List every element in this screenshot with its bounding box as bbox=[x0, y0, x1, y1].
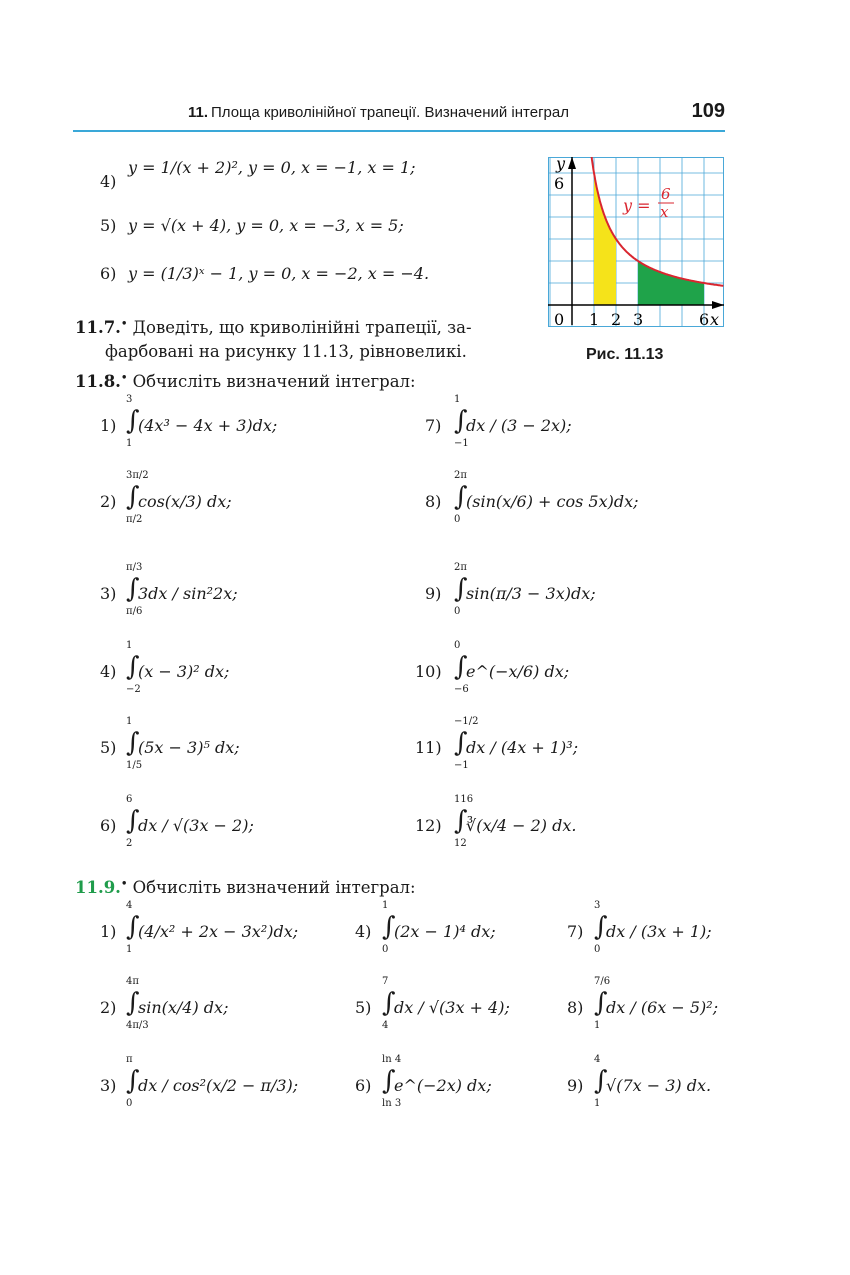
upper-limit: 2π bbox=[454, 562, 467, 573]
item-label: 7) bbox=[567, 922, 584, 941]
integral-sign: ∫ bbox=[126, 728, 140, 758]
integrand: (sin(x/6) + cos 5x)dx; bbox=[466, 492, 639, 511]
prev-item-expr: y = √(x + 4), y = 0, x = −3, x = 5; bbox=[128, 216, 404, 235]
item-label: 7) bbox=[425, 416, 442, 435]
integral-sign: ∫ bbox=[454, 728, 468, 758]
task-marker: • bbox=[120, 878, 128, 890]
integral-sign: ∫ bbox=[126, 988, 140, 1018]
lower-limit: π/2 bbox=[126, 514, 143, 525]
integrand: (4x³ − 4x + 3)dx; bbox=[138, 416, 278, 435]
x-tick-labels bbox=[554, 310, 709, 327]
item-label: 11) bbox=[415, 738, 442, 757]
upper-limit: 3 bbox=[126, 394, 133, 405]
integral-sign: ∫ bbox=[126, 652, 140, 682]
integrand: dx / √(3x − 2); bbox=[138, 816, 254, 835]
upper-limit: ln 4 bbox=[382, 1054, 402, 1065]
task-text-line2: фарбовані на рисунку 11.13, рівновеликі. bbox=[105, 342, 467, 361]
task-number: 11.9. bbox=[75, 878, 121, 897]
integral-sign: ∫ bbox=[594, 988, 608, 1018]
lower-limit: π/6 bbox=[126, 606, 143, 617]
upper-limit: 1 bbox=[126, 640, 133, 651]
task-11-9 bbox=[75, 878, 416, 897]
y-tick-label: 6 bbox=[554, 174, 565, 193]
item-label: 10) bbox=[415, 662, 442, 681]
integrand: cos(x/3) dx; bbox=[138, 492, 232, 511]
integral-sign: ∫ bbox=[126, 912, 140, 942]
integrand: (2x − 1)⁴ dx; bbox=[394, 922, 496, 941]
integrand: (5x − 3)⁵ dx; bbox=[138, 738, 240, 757]
integral-sign: ∫ bbox=[454, 652, 468, 682]
integrand: 3dx / sin²2x; bbox=[138, 584, 238, 603]
integrand: (4/x² + 2x − 3x²)dx; bbox=[138, 922, 299, 941]
x-axis-label: x bbox=[710, 310, 720, 327]
item-label: 2) bbox=[100, 998, 117, 1017]
integral-sign: ∫ bbox=[126, 806, 140, 836]
prev-item-expr: y = (1/3)ˣ − 1, y = 0, x = −2, x = −4. bbox=[128, 264, 430, 283]
integrand: dx / cos²(x/2 − π/3); bbox=[138, 1076, 299, 1095]
integral-sign: ∫ bbox=[594, 1066, 608, 1096]
item-label: 6) bbox=[100, 816, 117, 835]
upper-limit: 1 bbox=[382, 900, 389, 911]
item-label: 3) bbox=[100, 1076, 117, 1095]
integral-sign: ∫ bbox=[126, 482, 140, 512]
lower-limit: 0 bbox=[454, 514, 461, 525]
upper-limit: 1 bbox=[454, 394, 461, 405]
item-label: 5) bbox=[355, 998, 372, 1017]
page-number: 109 bbox=[691, 100, 725, 122]
integrand: ∛(x/4 − 2) dx. bbox=[466, 816, 577, 835]
lower-limit: 0 bbox=[454, 606, 461, 617]
prev-item-label: 6) bbox=[100, 264, 117, 283]
upper-limit: 116 bbox=[454, 794, 474, 805]
task-11-7 bbox=[75, 318, 472, 337]
integral-sign: ∫ bbox=[454, 574, 468, 604]
x-tick-label: 1 bbox=[589, 310, 600, 327]
task-11-7-line2 bbox=[105, 342, 467, 361]
integrand: (x − 3)² dx; bbox=[138, 662, 230, 681]
lower-limit: 1 bbox=[594, 1020, 601, 1031]
figure-graph bbox=[548, 157, 724, 327]
lower-limit: 4π/3 bbox=[126, 1020, 149, 1031]
lower-limit: 1 bbox=[126, 438, 133, 449]
lower-limit: 1/5 bbox=[126, 760, 143, 771]
x-axis-arrow bbox=[712, 301, 724, 309]
upper-limit: 4π bbox=[126, 976, 139, 987]
item-label: 8) bbox=[567, 998, 584, 1017]
integrand: sin(π/3 − 3x)dx; bbox=[466, 584, 596, 603]
integral-sign: ∫ bbox=[454, 406, 468, 436]
figure-11-13 bbox=[548, 157, 724, 327]
integrand: dx / (3x + 1); bbox=[606, 922, 712, 941]
upper-limit: π bbox=[126, 1054, 133, 1065]
item-label: 9) bbox=[567, 1076, 584, 1095]
integral-sign: ∫ bbox=[454, 482, 468, 512]
integral-sign: ∫ bbox=[126, 1066, 140, 1096]
item-label: 1) bbox=[100, 922, 117, 941]
prev-item-label: 5) bbox=[100, 216, 117, 235]
upper-limit: 0 bbox=[454, 640, 461, 651]
lower-limit: −6 bbox=[454, 684, 469, 695]
integrand: dx / (4x + 1)³; bbox=[466, 738, 579, 757]
task-text: Обчисліть визначений інтеграл: bbox=[132, 878, 416, 897]
upper-limit: 2π bbox=[454, 470, 467, 481]
item-label: 3) bbox=[100, 584, 117, 603]
upper-limit: 7 bbox=[382, 976, 389, 987]
task-marker: • bbox=[120, 372, 128, 384]
upper-limit: 3π/2 bbox=[126, 470, 149, 481]
integral-sign: ∫ bbox=[382, 1066, 396, 1096]
upper-limit: 7/6 bbox=[594, 976, 611, 987]
x-tick-label: 3 bbox=[633, 310, 644, 327]
upper-limit: 6 bbox=[126, 794, 133, 805]
item-label: 1) bbox=[100, 416, 117, 435]
x-tick-label: 0 bbox=[554, 310, 565, 327]
lower-limit: 2 bbox=[126, 838, 133, 849]
curve-label-numerator: 6 bbox=[661, 185, 671, 203]
integrand: dx / (6x − 5)²; bbox=[606, 998, 719, 1017]
task-text-line1: Доведіть, що криволінійні трапеції, за- bbox=[132, 318, 472, 337]
item-label: 5) bbox=[100, 738, 117, 757]
lower-limit: 12 bbox=[454, 838, 467, 849]
integrand: e^(−2x) dx; bbox=[394, 1076, 492, 1095]
integrand: dx / √(3x + 4); bbox=[394, 998, 510, 1017]
integral-sign: ∫ bbox=[382, 988, 396, 1018]
item-label: 2) bbox=[100, 492, 117, 511]
task-marker: • bbox=[120, 318, 128, 330]
item-label: 8) bbox=[425, 492, 442, 511]
x-tick-label: 6 bbox=[699, 310, 710, 327]
integral-sign: ∫ bbox=[594, 912, 608, 942]
item-label: 6) bbox=[355, 1076, 372, 1095]
integrand: √(7x − 3) dx. bbox=[606, 1076, 712, 1095]
lower-limit: 0 bbox=[126, 1098, 133, 1109]
integral-sign: ∫ bbox=[126, 406, 140, 436]
task-11-8 bbox=[75, 372, 416, 391]
lower-limit: −2 bbox=[126, 684, 141, 695]
upper-limit: 1 bbox=[126, 716, 133, 727]
lower-limit: 0 bbox=[382, 944, 389, 955]
integrand: sin(x/4) dx; bbox=[138, 998, 229, 1017]
integral-sign: ∫ bbox=[454, 806, 468, 836]
integral-sign: ∫ bbox=[382, 912, 396, 942]
lower-limit: −1 bbox=[454, 760, 469, 771]
upper-limit: 4 bbox=[594, 1054, 601, 1065]
section-title: Площа криволінійної трапеції. Визначений інтеграл bbox=[211, 104, 569, 121]
lower-limit: 0 bbox=[594, 944, 601, 955]
upper-limit: 4 bbox=[126, 900, 133, 911]
task-number: 11.8. bbox=[75, 372, 121, 391]
item-label: 4) bbox=[100, 662, 117, 681]
figure-caption: Рис. 11.13 bbox=[586, 346, 664, 363]
integrand: e^(−x/6) dx; bbox=[466, 662, 570, 681]
upper-limit: π/3 bbox=[126, 562, 143, 573]
task-number: 11.7. bbox=[75, 318, 121, 337]
lower-limit: 1 bbox=[126, 944, 133, 955]
integral-sign: ∫ bbox=[126, 574, 140, 604]
lower-limit: 4 bbox=[382, 1020, 389, 1031]
y-axis-arrow bbox=[568, 157, 576, 169]
prev-item-label: 4) bbox=[100, 172, 117, 191]
curve-label-lhs: y = bbox=[623, 196, 651, 215]
x-tick-label: 2 bbox=[611, 310, 622, 327]
lower-limit: 1 bbox=[594, 1098, 601, 1109]
y-axis-label: y bbox=[556, 157, 566, 173]
page-header bbox=[73, 100, 725, 132]
item-label: 12) bbox=[415, 816, 442, 835]
upper-limit: −1/2 bbox=[454, 716, 479, 727]
upper-limit: 3 bbox=[594, 900, 601, 911]
item-label: 9) bbox=[425, 584, 442, 603]
section-number: 11. bbox=[188, 104, 209, 121]
lower-limit: ln 3 bbox=[382, 1098, 402, 1109]
item-label: 4) bbox=[355, 922, 372, 941]
integrand: dx / (3 − 2x); bbox=[466, 416, 572, 435]
lower-limit: −1 bbox=[454, 438, 469, 449]
prev-item-expr: y = 1/(x + 2)², y = 0, x = −1, x = 1; bbox=[128, 158, 416, 177]
task-text: Обчисліть визначений інтеграл: bbox=[132, 372, 416, 391]
curve-label-denominator: x bbox=[660, 203, 669, 221]
